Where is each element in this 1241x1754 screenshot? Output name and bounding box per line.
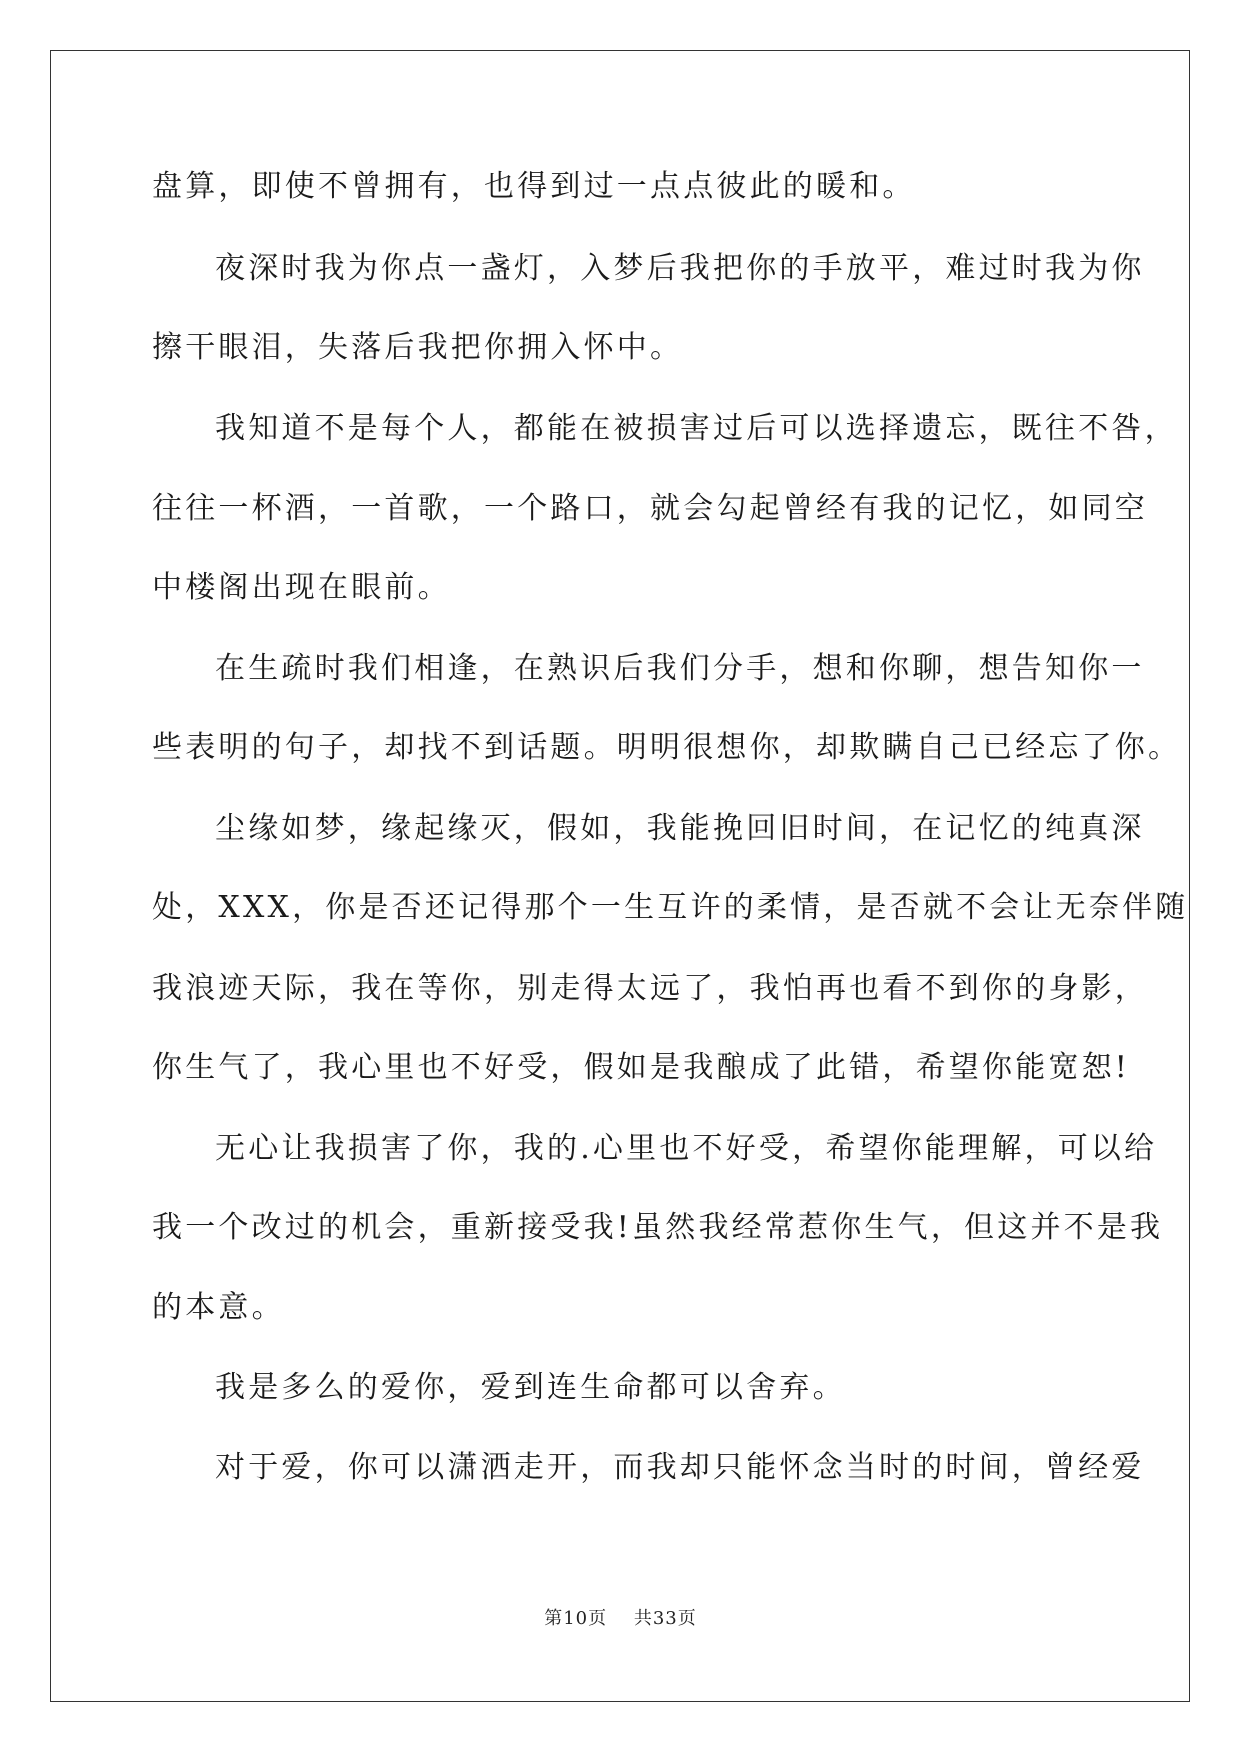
page-footer [0, 1604, 1241, 1630]
text-line: 往往一杯酒，一首歌，一个路口，就会勾起曾经有我的记忆，如同空 [152, 491, 1148, 526]
text-line: 盘算，即使不曾拥有，也得到过一点点彼此的暖和。 [152, 169, 916, 204]
text-line: 我浪迹天际，我在等你，别走得太远了，我怕再也看不到你的身影， [152, 971, 1148, 1006]
text-line: 无心让我损害了你，我的.心里也不好受，希望你能理解，可以给 [215, 1131, 1158, 1166]
text-line: 我知道不是每个人，都能在被损害过后可以选择遗忘，既往不咎， [215, 411, 1178, 446]
text-line: 些表明的句子，却找不到话题。明明很想你，却欺瞒自己已经忘了你。 [152, 730, 1182, 765]
text-line: 中楼阁出现在眼前。 [152, 570, 451, 605]
text-line: 我一个改过的机会，重新接受我!虽然我经常惹你生气，但这并不是我 [152, 1210, 1164, 1245]
text-line: 擦干眼泪，失落后我把你拥入怀中。 [152, 330, 684, 365]
page-total: 共33页 [633, 1608, 697, 1629]
text-line: 对于爱，你可以潇洒走开，而我却只能怀念当时的时间，曾经爱 [215, 1450, 1145, 1485]
text-line: 的本意。 [152, 1290, 285, 1325]
text-line: 在生疏时我们相逢，在熟识后我们分手，想和你聊，想告知你一 [215, 651, 1145, 686]
page-number: 第10页 [544, 1608, 608, 1629]
text-line: 尘缘如梦，缘起缘灭，假如，我能挽回旧时间，在记忆的纯真深 [215, 811, 1145, 846]
text-line: 你生气了，我心里也不好受，假如是我酿成了此错，希望你能宽恕! [152, 1050, 1131, 1085]
text-line: 处，XXX，你是否还记得那个一生互许的柔情，是否就不会让无奈伴随 [152, 890, 1189, 925]
text-line: 我是多么的爱你，爱到连生命都可以舍弃。 [215, 1370, 846, 1405]
text-line: 夜深时我为你点一盏灯，入梦后我把你的手放平，难过时我为你 [215, 251, 1145, 286]
